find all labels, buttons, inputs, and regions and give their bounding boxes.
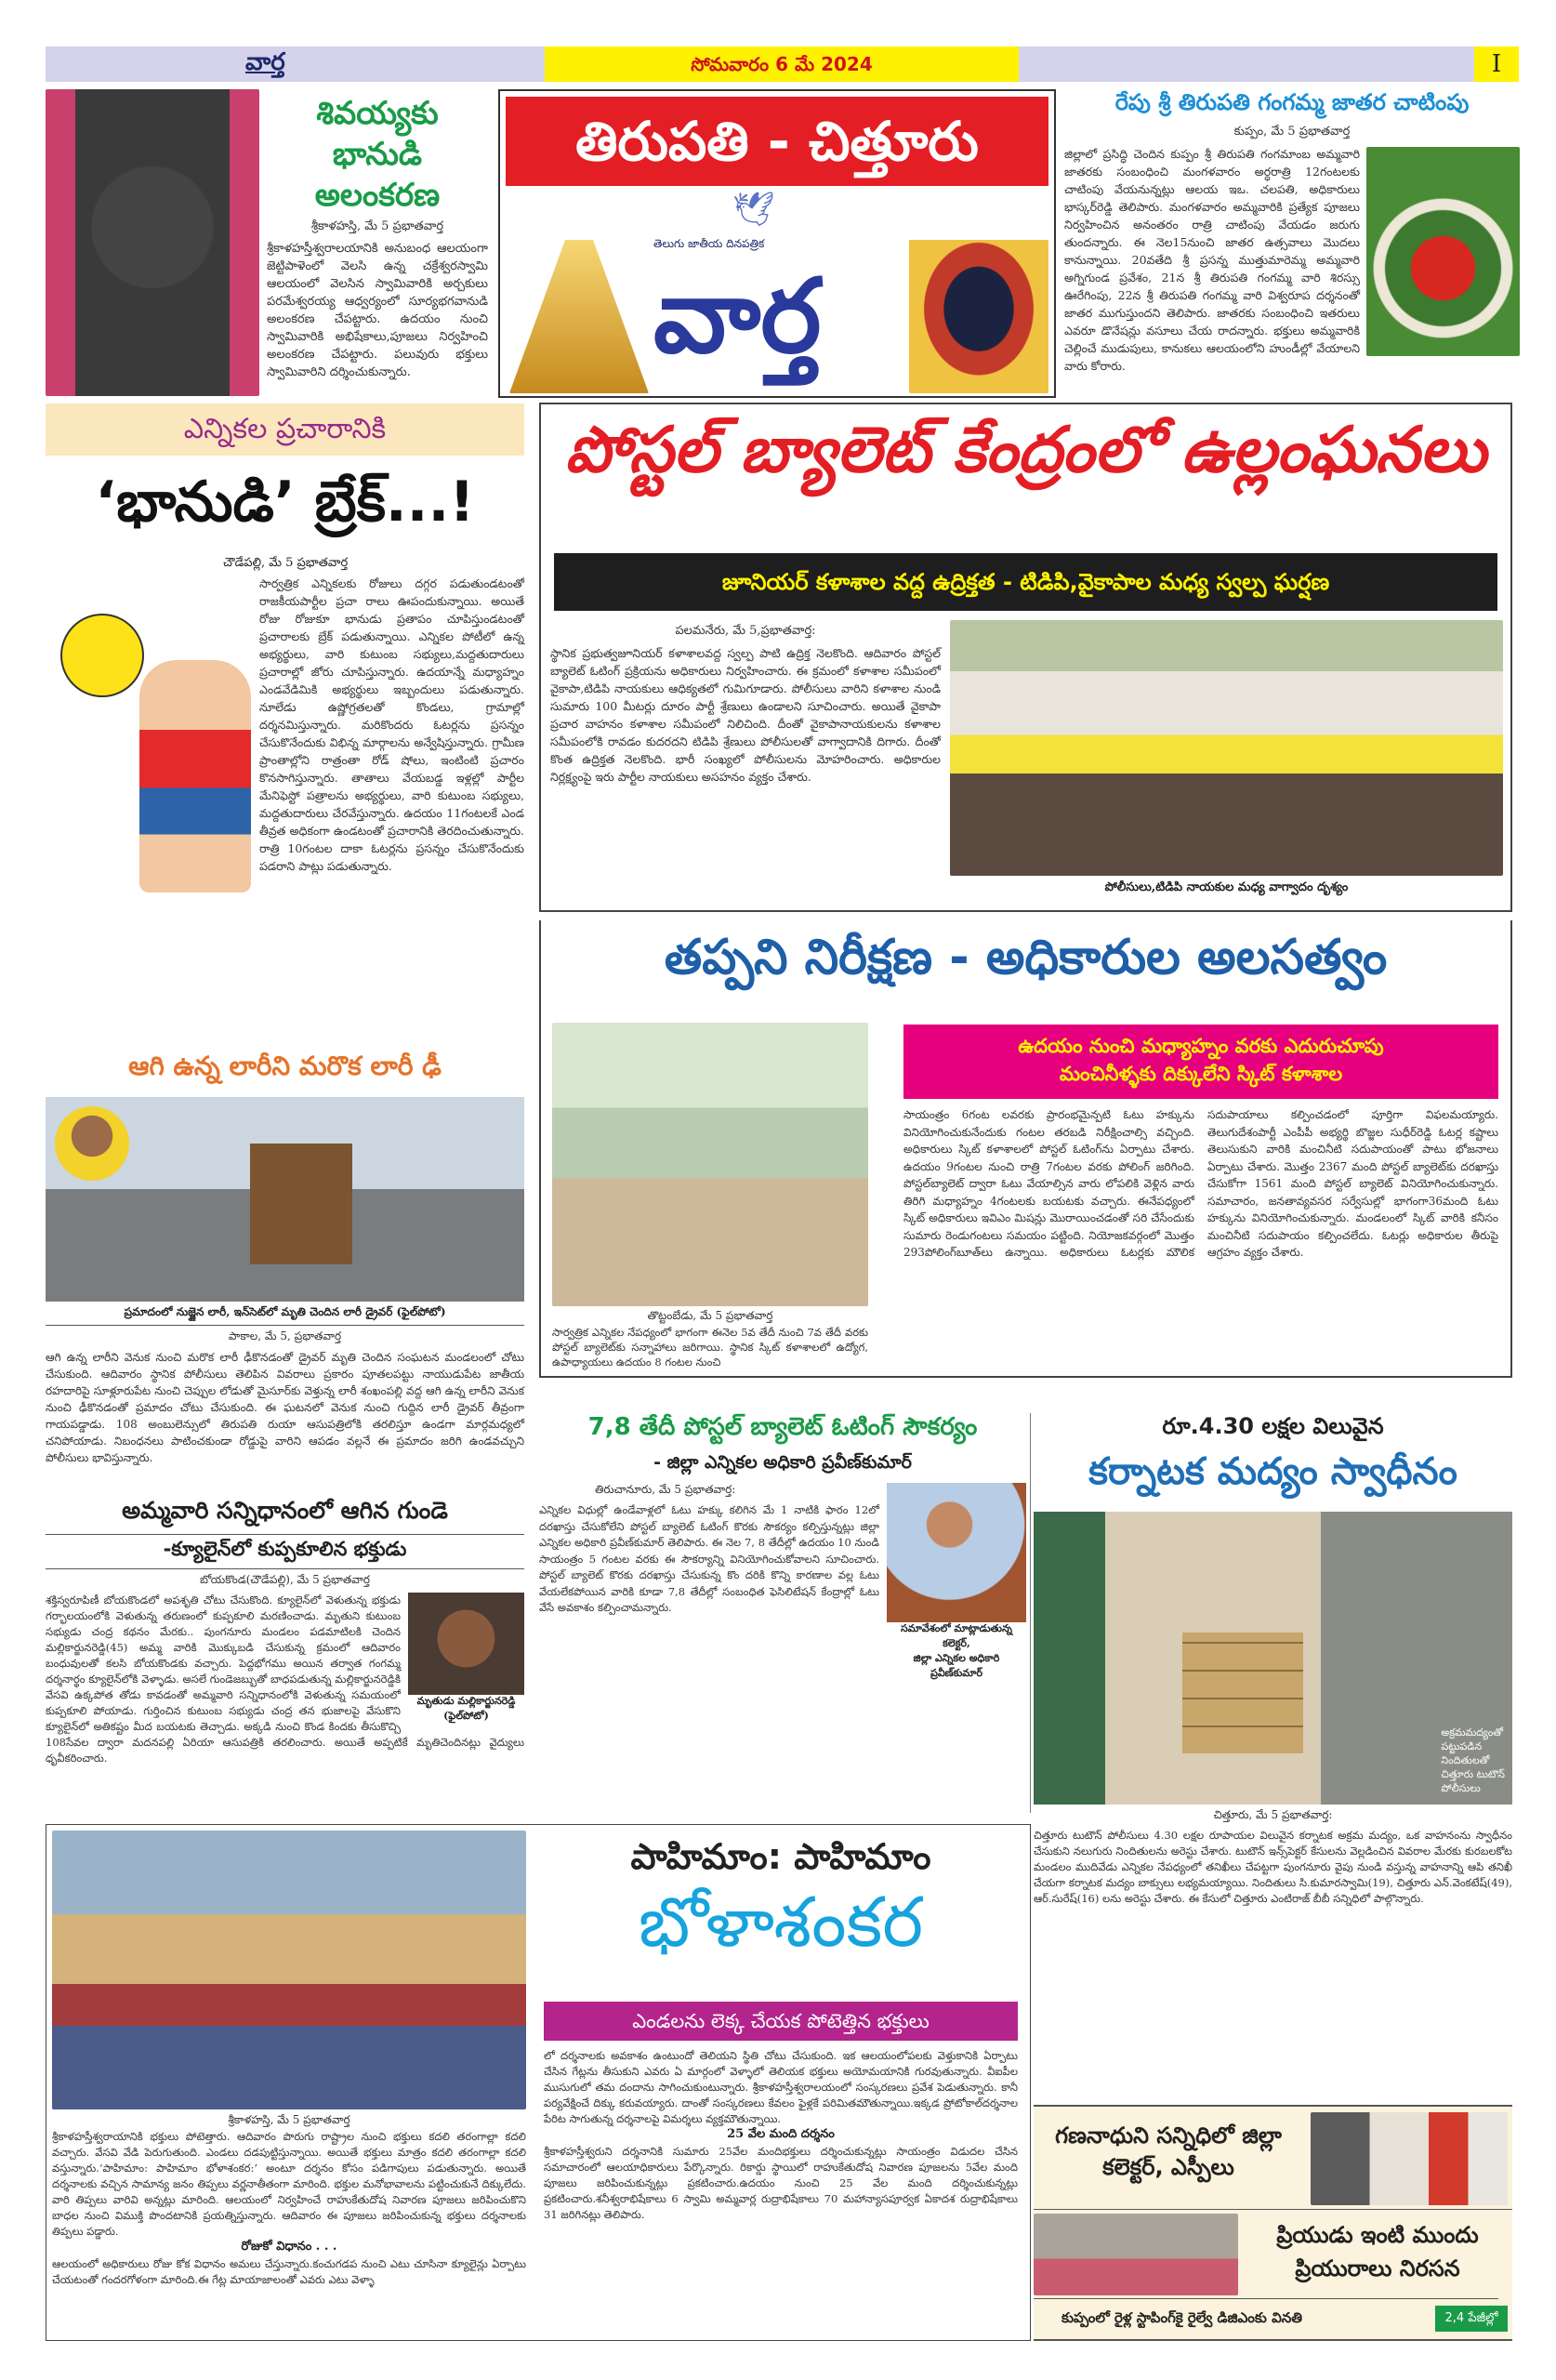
gangamma-story — [1064, 89, 1520, 375]
devotee-photo-caption: మృతుడు మల్లికార్జునరెడ్డి — [416, 1695, 516, 1707]
bhola-section1-body: ఆలయంలో అధికారులు రోజు కోక విధానం అమలు చేస్తున్నారు.కంచుగడప నుంచి ఎటు చూసినా క్యూలైన్లు ఏర్పాటు చేయటంతో గందరగోళంగా మారింది.ఈ గేట్ల మాయాజాలంతో ఎవరు ఎటు వెళ్ళా — [52, 2257, 526, 2286]
lorry-accident-photo — [46, 1097, 524, 1302]
postal-facility-story — [539, 1413, 1026, 1682]
edition-banner — [506, 97, 1048, 186]
campaign-kicker: ఎన్నికల ప్రచారానికి — [183, 413, 387, 445]
shiva-body: శ్రీకాళహస్తీశ్వరాలయానికి అనుబంధ ఆలయంగా జెట్టిపాళెంలో వెలసి ఉన్న చక్రేశ్వరస్వామి ఆలయంలో వెలసిన స్వామివారికి అర్చకులు పరమేశ్వరయ్య ఆధ్వర్యంలో సూర్యభగవానుడి అలంకరణ చేపట్టారు. ఉదయం నుంచి స్వామివారికి అభిషేకాలు,పూజలు నిర్వహించి అలంకరణ చేపట్టారు. పలువురు భక్తులు స్వామివారిని దర్శించుకున్నారు. — [267, 242, 488, 379]
bhola-right-text — [544, 2048, 1018, 2223]
divider — [1034, 2209, 1512, 2210]
devotee-subhead: -క్యూలైన్‌లో కుప్పకూలిన భక్తుడు — [46, 1535, 524, 1569]
postal-violation-headline: పోస్టల్ బ్యాలెట్ కేంద్రంలో ఉల్లంఘనలు — [564, 414, 1487, 487]
campaign-dateline: చౌడేపల్లి, మే 5 ప్రభాతవార్త — [223, 556, 349, 570]
devotee-photo-caption: (ఫైల్‌పోటో) — [443, 1710, 489, 1722]
shiva-lingam-photo — [46, 89, 259, 396]
shiva-headline — [267, 93, 488, 216]
bhola-body-left: శ్రీకాళహస్తీశ్వరాయానికి భక్తులు పోటెత్తారు. ఆదివారం పొరుగు రాష్ట్రాల నుంచి భక్తులు కదలి తరంగాల్లా కదలి వచ్చారు. వేసవి వేడి పెరుగుతుంది. ఎండలు దడపుట్టిస్తున్నాయి. అయితే భక్తులు మాత్రం కదలి తరంగాల్లా కదలి వస్తున్నారు.‘పాహిమాం: పాహిమాం భోళాశంకర:’ అంటూ దర్శనం కోసం పడిగాపులు పడుతున్నారు. అయితే దర్శనాలకు వచ్చిన సామాన్య జనం తిప్పలు వర్ణనాతీతంగా మారింది. భక్తుల మనోభావాలను పట్టించుకునే దిక్కులేదు. వారి తిప్పలు వారివి అన్నట్లు మారింది. ఆలయంలో నిర్వహించే రాహుకేతుదోష నివారణ పూజలు జరిపించుకొని బాధల నుంచి విముక్తి పొందటానికి ప్రయత్నిస్తున్నారు. ఆదివారం ఈ పూజలు జరిపించుకున్న భక్తులు దర్శనాలకు తిప్పలు పడ్డారు. — [52, 2130, 526, 2238]
bhola-body-right: లో దర్శనాలకు అవకాశం ఉంటుందో తెలియని స్థితి చోటు చేసుకుంది. ఇక ఆలయంలోపలకు వెళ్తుకానికి ఏర్పాటు చేసిన గేట్లను తీసుకుని ఎవరు ఏ మార్గంలో వెళ్ళాలో తెలియక భక్తులు అయోమయానికి గురవుతున్నారు. వీఐపీల ముసుగులో తమ దందాను సాగించుకుంటున్నారు. శ్రీకాళహస్తీశ్వరాలయంలో సంస్కరణలు ప్రవేశ పెడుతున్నారు. కానీ పర్యవేక్షించే దిక్కు కరువయ్యారు. దాంతో సంస్కరణలు కేవలం ఫైళ్లకే పరిమితమౌతున్నాయి.ఇక్కడ ప్రోటోకాల్‌దర్శనాల పేరిట సాగుతున్న దర్శనాలపై విమర్శలు వ్యక్తమౌతున్నాయి. — [544, 2049, 1018, 2125]
overlay-line: నిందితులతో — [1441, 1754, 1490, 1766]
liquor-seizure-photo — [1034, 1512, 1512, 1805]
inspection-headline: తప్పని నిరీక్షణ - అధికారుల అలసత్వం — [664, 930, 1388, 985]
bhola-left-text — [52, 2113, 526, 2288]
railway-brief: కుప్పంలో రైళ్ల స్టాపింగ్‌కై రైల్వే డిజిఎంకు వినతి — [1062, 2309, 1303, 2326]
postal-violation-dateline: పలమనేరు, మే 5,ప్రభాతవార్త: — [675, 624, 816, 638]
karnataka-dateline: చిత్తూరు, మే 5 ప్రభాతవార్త: — [1213, 1808, 1333, 1821]
postal-facility-subhead: - జిల్లా ఎన్నికల అధికారి ప్రవీణ్‌కుమార్ — [653, 1452, 912, 1473]
page-number: I — [1491, 50, 1502, 78]
gangamma-deity-photo — [1366, 147, 1520, 356]
postal-violation-story — [539, 403, 1512, 912]
driver-inset-photo — [55, 1106, 129, 1181]
masthead-logo: వార్త — [653, 257, 822, 376]
shiva-story — [267, 93, 488, 381]
gangamma-body: జిల్లాలో ప్రసిద్ధి చెందిన కుప్పం శ్రీ తిరుపతి గంగమాంబ అమ్మవారి జాతరకు సంబంధించి మంగళవారం అర్ధరాత్రి 12గంటలకు చాటింపు వేయనున్నట్లు ఆలయ ఇఒ. చలపతి, అధికారులు భాస్కర్‌రెడ్డి తెలిపారు. మంగళవారం అమ్మవారికి ప్రత్యేక పూజలు నిర్వహించిన అనంతరం రాత్రి చాటింపు వేయడం జరుగు తుందన్నారు. ఈ నెల15నుంచి జాతర ఉత్సవాలు మొదలు కానున్నాయి. 20వతేది శ్రీ ప్రసన్న ముత్తుమారెమ్మ అమ్మవారి అగ్నిగుండ ప్రవేశం, 21న శ్రీ తిరుపతి గంగమ్మ వారి శిరస్సు ఊరేగింపు, 22న శ్రీ తిరుపతి గంగమ్మ వారి విశ్వరూప దర్శనంతో జాతర ముగుస్తుందని తెలిపారు. జాతరకు సంబంధించి ఇతరులు ఎవరూ డొనేషన్లు వసూలు చేయ రాదన్నారు. భక్తులు అమ్మవారికి చెల్లించే ముడుపులు, కానుకలు ఆలయంలోని హుండీల్లో వేయాలని వారు కోరారు. — [1064, 147, 1360, 373]
postal-violation-body: స్థానిక ప్రభుత్వజూనియర్ కళాశాలవద్ద స్వల్ప పాటి ఉద్రిక్త నెలకొంది. ఆదివారం పోస్టల్ బ్యాలెట్ ఓటింగ్ ప్రక్రియను అధికారులు నిర్వహించారు. ఈ క్రమంలో కళాశాల సమీపంలో వైకాపా,టిడిపి నాయకులు ఆధిక్యతలో గుమిగూడారు. పోలీసులు వారిని కళాశాల నుండి సుమారు 100 మీటర్లు దూరం పార్టీ శ్రేణులు ఉండాలని సూచించారు. అయితే వైకాపా ప్రచార వాహనం కళాశాల సమీపంలో నిలిచింది. దీంతో వైకాపానాయకులను కళాశాల సమీపంలోకి రావడం కుదరదని టిడిపి శ్రేణులు పోలీసులతో వాగ్వాదానికి దిగారు. దీంతో కొంత ఉద్రిక్తత నెలకొంది. భారీ సంఖ్యలో పోలీసులను మోహరించారు. అధికారుల నిర్లక్ష్యంపై ఇరు పార్టీల నాయకులు అసహనం వ్యక్తం చేశారు. — [550, 646, 941, 784]
date-bar — [545, 46, 1019, 82]
collector-photo-block — [887, 1483, 1026, 1682]
protest-photo — [1034, 2214, 1238, 2295]
karnataka-kicker: రూ.4.30 లక్షల విలువైన — [1162, 1413, 1384, 1439]
headline-line: కలెక్టర్, ఎస్పీలు — [1102, 2154, 1234, 2180]
deity-image — [909, 240, 1048, 393]
inspection-body-right: సాయంత్రం 6గంట లవరకు ప్రారంభమైన్పటి ఓటు హక్కును వినియోగించుకునేందుకు గంటల తరబడి నిరీక్షించాల్సి వచ్చింది. అధికారులు స్కిట్ కళాశాలలో పోస్టల్ ఓటింగ్‌ను ఏర్పాటు చేశారు. ఉదయం 9గంటల నుంచి రాత్రి 7గంటల వరకు పోలింగ్ జరిగింది. పోస్టల్‌బ్యాలెట్ ద్వారా ఓటు వేయాల్సిన వారు లోపలికి వెళ్లిన వారు తిరిగి మధ్యాహ్నం 4గంటలకు బయటకు వచ్చారు. ఈనేపధ్యంలో స్కిట్ అధికారులు ఇవిఎం మిషన్లు మొరాయించడంతో సరి చేసేందుకు సుమారు రెండుగంటలు సమయం పట్టింది. నియోజకవర్గంలో మొత్తం 293పోలింగ్‌బూత్‌లు ఉన్నాయి. అధికారులు ఓటర్లకు మౌలిక సదుపాయాలు కల్పించడంలో పూర్తిగా విఫలమయ్యారు. తెలుగుదేశంపార్టీ ఎంపీపీ అభ్యర్థి బొజ్జల సుధీర్‌రెడ్డి ఓటర్ల కష్టాలు తెలుసుకుని వారికి మంచినీటి సదుపాయంతో పాటు భోజనాలు ఏర్పాటు చేశారు. మొత్తం 2367 మంది పోస్టల్ బ్యాలెట్‌కు దరఖాస్తు చేసుకోగా 1561 మంది పోస్టల్ బ్యాలెట్ వినియోగించుకున్నారు. సమాచారం, జనతావ్యవసర సర్వేసుల్లో భాగంగా36మంది ఓటు హక్కును వినియోగించుకున్నారు. మండలంలో స్కిట్ వారికి కనీసం మంచినీటి సదుపాయం కల్పించలేదు. ఓటర్లు అధికారుల తీరుపై ఆగ్రహం వ్యక్తం చేశారు. — [903, 1108, 1498, 1259]
devotee-headline: అమ్మవారి సన్నిధానంలో ఆగిన గుండె — [46, 1497, 524, 1535]
postal-violation-text — [550, 620, 941, 786]
headline-line: శివయ్యకు — [316, 95, 439, 132]
edition-title: తిరుపతి - చిత్తూరు — [575, 110, 979, 173]
bhola-headline: భోళాశంకర — [638, 1883, 924, 1963]
inspection-dateline: తొట్టంబేడు, మే 5 ప్రభాతవార్త — [647, 1309, 773, 1322]
protest-brief-headline — [1243, 2218, 1512, 2285]
masthead — [498, 89, 1056, 398]
devotee-photo-block — [408, 1593, 524, 1725]
lorry-photo-caption: ప్రమాదంలో నుజ్జైన లారీ, ఇన్‌సెట్‌లో మృతి చెందిన లారీ డ్రైవర్ (ఫైల్‌పోటో) — [46, 1305, 524, 1326]
masthead-tagline: తెలుగు జాతీయ దినపత్రిక — [653, 237, 765, 250]
bhola-section1-title: రోజుకో విధానం . . . — [241, 2240, 337, 2254]
header-logo: వార్త — [245, 48, 285, 76]
lorry-story — [46, 1051, 524, 1466]
karnataka-body: చిత్తూరు టుటౌన్ పోలీసులు 4.30 లక్షల రూపాయల విలువైన కర్నాటక అక్రమ మద్యం, ఒక వాహనంను స్వాధీనం చేసుకుని నలుగురు నిందితులను అరెస్టు చేశారు. టుటౌన్ ఇన్స్‌పెక్టర్ కేసులను వెల్లడించిన వివరాల మేరకు కురబలకోట మండలం ముదివేడు ఎన్నికల నేపధ్యంలో తనిఖీలు చేపట్టగా పుంగనూరు వైపు నుండి వస్తున్న వాహనాన్ని ఆపి తనిఖీ చేయగా కర్నాటక మద్యం బాక్సులు లభ్యమయ్యాయి. నిందితులు సి.కుమారస్వామి(19), చిత్తూరు ఎన్.వెంకటేష్(49), ఆర్.సురేష్(16) లను అరెస్టు చేశారు. ఈ కేసులో చిత్తూరు ఎంటిరాజ్ బీబీ సన్నిధిలో పాల్గొన్నారు. — [1034, 1829, 1512, 1905]
bhola-section2-title: 25 వేల మంది దర్శనం — [727, 2127, 835, 2141]
briefs-box — [1034, 2105, 1512, 2341]
devotee-story — [46, 1497, 524, 1766]
campaign-headline: ‘భానుడి’ బ్రేక్...! — [95, 469, 475, 535]
collector-photo — [887, 1483, 1026, 1622]
bhola-subhead: ఎండలను లెక్క చేయక పోటెత్తిన భక్తులు — [632, 2010, 930, 2032]
devotee-body: శక్తిస్వరూపిణీ బోయకొండలో అపశృతి చోటు చేసుకొంది. క్యూలైన్‌లో వెళుతున్న భక్తుడు గర్భాలయంలోకి వెళుతున్న తరుణంలో కుప్పకూలి మరణించాడు. మృతుని కుటుంబ సభ్యుడు చంద్ర కథనం మేరకు.. పుంగనూరు మండలం పడమాటిలకి చెందిన మల్లికార్జునరెడ్డి(45) అమ్మ వారికి మొక్కుబడి చేసుకున్న క్రమంలో ఆదివారం బంధువులతో కలసి బోయకొండకు వచ్చారు. పెద్దభోగము అయిన తర్వాత గంగమ్మ దర్శనార్థం క్యూలైన్‌లోకి వెళ్ళాడు. అసలే గుండెజబ్బుతో బాధపడుతున్న మల్లికార్జునరెడ్డికి వేసవి ఉక్కపోత తోడు కావడంతో అమ్మవారి సన్నిధానంలోకి వెళుతున్న సమయంలో కుప్పకూలి పోయాడు. గుర్తించిన కుటుంబ సభ్యుడు చంద్ర తన భుజాలపై వేసుకొని క్యూలైన్‌లో అతికష్టం మీద బయటకు తెచ్చాడు. అక్కడి నుంచి కొండ కిందకు తీసుకొచ్చి 108సేవల ద్వారా మదనపల్లి ఏరియా ఆసుపత్రికి తరలించారు. అయితే అప్పటికే మృతిచెందినట్లు వైద్యులు ధృవీకరించారు. — [46, 1593, 524, 1765]
inspection-story — [539, 920, 1512, 1378]
collector-caption: సమావేశంలో మాట్లాడుతున్న కలెక్టర్, — [901, 1622, 1012, 1649]
inspection-body-left: సార్వత్రిక ఎన్నికల నేపధ్యంలో భాగంగా ఈనెల 5వ తేదీ నుంచి 7వ తేదీ వరకు పోస్టల్ బ్యాలెట్‌కు సన్నాహాలు జరిగాయి. స్థానిక స్కిట్ కళాశాలలో ఉద్యోగ, ఉపాధ్యాయలు ఉదయం 8 గంటల నుంచి — [552, 1326, 868, 1368]
temple-gopuram-image — [509, 240, 649, 393]
voter-police-photo — [552, 1023, 868, 1306]
collector-caption: జిల్లా ఎన్నికల అధికారి ప్రవీణ్‌కుమార్ — [913, 1652, 1000, 1679]
postal-violation-subhead: జూనియర్ కళాశాల వద్ద ఉద్రిక్తత - టిడిపి,వైకాపాల మధ్య స్వల్ప ఘర్షణ — [721, 569, 1330, 595]
postal-facility-headline: 7,8 తేదీ పోస్టల్ బ్యాలెట్ ఓటింగ్ సౌకర్యం — [587, 1413, 978, 1441]
gangamma-headline: రేపు శ్రీ తిరుపతి గంగమ్మ జాతర చాటింపు — [1114, 89, 1470, 115]
headline-line: అలంకరణ — [314, 177, 441, 214]
headline-line: గణనాధుని సన్నిధిలో జిల్లా — [1055, 2122, 1282, 2149]
campaign-body: సార్వత్రిక ఎన్నికలకు రోజులు దగ్గర పడుతుండటంతో రాజకీయపార్టీల ప్రచా రాలు ఊపందుకున్నాయి. అయితే రోజు రోజుకూ భానుడు ప్రతాపం చూపిస్తుండటంతో ప్రచారాలకు బ్రేక్ పడుతున్నాయి. ఎన్నికల పోటీలో ఉన్న అభ్యర్థులు, వారి కుటుంబ సభ్యులు,మద్దతుదారులు ప్రచారాల్లో జోరు చూపిస్తున్నారు. ఉదయాన్నే మధ్యాహ్నం ఎండవేడిమికి అభ్యర్థులు ఇబ్బందులు పడుతున్నారు. నూలేడు ఉష్ణోగ్రతలతో కొండలు, గ్రామాల్లో దర్శనమిస్తున్నారు. మరికొందరు ఓటర్లను ప్రసన్నం చేసుకొనేందుకు విభిన్న మార్గాలను అన్వేషిస్తున్నారు. గ్రామీణ ప్రాంతాల్లోని రాత్రంతా రోడ్ షోలు, ఇంటింటి ప్రచారం కొనసాగిస్తున్నారు. తాతాలు వేయబడ్డ ఇళ్లల్లో పార్టీల మేనిఫెస్టో పత్రాలను అభ్యర్థులు, వారి కుటుంబ సభ్యులు, మద్దతుదారులు చేరవేస్తున్నారు. ఉదయం 11గంటలకే ఎండ తీవ్రత అధికంగా ఉండటంతో ప్రచారానికి తెరదించుతున్నారు. రాత్రి 10గంటల దాకా ఓటర్లను ప్రసన్నం చేసుకొనేందుకు పడరాని పాట్లు పడుతున్నారు. — [259, 576, 524, 873]
bhola-dateline: శ్రీకాళహస్తి, మే 5 ప్రభాతవార్త — [228, 2113, 350, 2126]
lorry-body: ఆగి ఉన్న లారీని వెనుక నుంచి మరొక లారీ ఢీకొనడంతో డ్రైవర్ మృతి చెందిన సంఘటన మండలంలో చోటు చేసుకుంది. ఆదివారం స్థానిక పోలీసులు తెలిపిన వివరాలు ప్రకారం పూతలపట్టు నాయుడుపేట జాతీయ రహదారిపై సూళ్లూరుపేట నుంచి చెప్పుల లోడుతో మైసూర్‌కు వెళ్తున్న లారీ శంఖంపల్లి వద్ద ఆగి ఉన్న లారీని వెనుక నుంచి ఢీకొనడంతో ప్రమాదం చోటు చేసుకుంది. ఈ ఘటనలో వెనుక నుంచి గుద్దిన లారీ డ్రైవర్ తీవ్రంగా గాయపడ్డాడు. 108 అంబులెన్సులో తిరుపతి రుయా ఆసుపత్రిలోకి తరలిస్తూ ఉండగా మార్గమధ్యలో చనిపోయాడు. నిబంధనలు పాటించకుండా రోడ్డుపై వారిని ఆపడం వల్లనే ఈ ప్రమాదం జరిగి ఉండవచ్చుని పోలీసులు భావిస్తున్నారు. — [46, 1351, 524, 1464]
gangamma-dateline: కుప్పం, మే 5 ప్రభాతవార్త — [1233, 125, 1351, 139]
karnataka-story — [1034, 1413, 1512, 1907]
devotee-dateline: బోయకొండ(చౌడేపల్లి), మే 5 ప్రభాతవార్త — [200, 1573, 370, 1586]
karnataka-headline: కర్నాటక మద్యం స్వాధీనం — [1088, 1450, 1457, 1493]
pages-badge[interactable]: 2,4 పేజీల్లో — [1435, 2306, 1508, 2332]
temple-crowd-photo — [52, 1831, 526, 2109]
headline-line: ప్రియుడు ఇంటి ముందు — [1276, 2222, 1479, 2248]
postal-violation-subhead-bar — [554, 553, 1497, 611]
collector-temple-photo — [1311, 2112, 1508, 2205]
police-tdp-photo-caption: పోలీసులు,టిడిపి నాయకుల మధ్య వాగ్వాదం దృశ్యం — [1104, 880, 1349, 894]
overlay-line: పోలీసులు — [1441, 1782, 1481, 1794]
police-tdp-argument-photo — [950, 620, 1503, 876]
overlay-line: అక్రమమద్యంతో — [1441, 1726, 1504, 1739]
campaign-kicker-bar — [46, 403, 524, 456]
issue-date: సోమవారం 6 మే 2024 — [691, 53, 873, 75]
damaged-lorry — [250, 1144, 352, 1264]
lorry-headline: ఆగి ఉన్న లారీని మరొక లారీ ఢీ — [128, 1051, 442, 1081]
seized-boxes — [1182, 1633, 1303, 1753]
headline-line: ప్రియురాలు నిరసన — [1295, 2255, 1460, 2281]
postal-facility-dateline: తిరుచానూరు, మే 5 ప్రభాతవార్త: — [595, 1483, 736, 1496]
collector-brief-headline — [1034, 2120, 1303, 2183]
inspection-subhead-box — [903, 1025, 1498, 1099]
bhola-section2-body: శ్రీకాళహస్తీశ్వరుని దర్శనానికి సుమారు 25వేల మందిభక్తులు దర్శించుకున్నట్లు సాయంత్రం విడుదల చేసిన సమాచారంలో ఆలయాధికారులు పేర్కొన్నారు. రికార్డు స్థాయిలో రాహుకేతుదోష నివారణ పూజలను 5వేల మంది పూజలు జరిపించుకున్నట్లు ప్రకటించారు.ఉదయం నుంచి 25 వేల మంది దర్శించుకున్నట్లు ప్రకటించారు.శనీశ్వరాభిషేకాలు 6 స్వామి అమ్మవార్ల రుద్రాభిషేకాలు 70 మహాన్యాసపూర్వక ఏకాదశ రుద్రాభిషేకాలు 31 జరిగినట్లు తెలిపారు. — [544, 2145, 1018, 2221]
bhola-kicker: పాహిమాం: పాహిమాం — [630, 1836, 931, 1877]
photo-overlay-text — [1441, 1726, 1505, 1795]
overlay-line: చిత్తూరు టుటౌన్ — [1441, 1768, 1505, 1780]
page-number-box — [1474, 46, 1519, 82]
bholashankara-story — [46, 1824, 1031, 2341]
deceased-devotee-photo — [408, 1593, 524, 1695]
bhola-subhead-bar — [544, 2002, 1018, 2041]
inspection-subhead-line: మంచినీళ్ళకు దిక్కులేని స్కిట్ కళాశాల — [1059, 1063, 1343, 1085]
overlay-line: పట్టుపడిన — [1441, 1740, 1483, 1752]
inspection-left-text — [552, 1309, 868, 1369]
postal-facility-body: ఎన్నికల విధుల్లో ఉండేవాళ్లలో ఓటు హక్కు కలిగిన మే 1 నాటికి ఫారం 12లో దరఖాస్తు చేసుకోలేని పోస్టల్ బ్యాలెట్ ఓటింగ్ కొరకు సౌకర్యం కల్పిస్తున్నట్లు జిల్లా ఎన్నికల అధికారి ప్రవీణ్‌కుమార్ తెలిపారు. ఈ నెల 7, 8 తేదీల్లో ఉదయం 10 నుండి సాయంత్రం 5 గంటల వరకు ఈ సౌకర్యాన్ని వినియోగించుకోవాలని సూచించారు. పోస్టల్ బ్యాలెట్ కొరకు దరఖాస్తు చేసుకున్న కొం దరికి కొన్ని కారణాల వల్ల ఓటు వేయలేకపోయిన వారికి కూడా 7,8 తేదీల్లో సంబంధిత ఫెసిలిటేషన్ కేంద్రాల్లో ఓటు వేసే అవకాశం కల్పించామన్నారు. — [539, 1503, 879, 1614]
dove-icon: 🕊 — [732, 191, 775, 229]
shiva-dateline: శ్రీకాళహస్తి, మే 5 ప్రభాతవార్త — [310, 219, 444, 233]
lorry-dateline: పాకాల, మే 5, ప్రభాతవార్త — [228, 1329, 342, 1342]
divider — [1034, 2298, 1498, 2299]
inspection-subhead-line: ఉదయం నుంచి మధ్యాహ్నం వరకు ఎదురుచూపు — [1018, 1035, 1384, 1057]
headline-line: భానుడి — [332, 136, 423, 173]
column-divider — [1030, 1413, 1031, 1813]
page-header — [46, 46, 1519, 82]
